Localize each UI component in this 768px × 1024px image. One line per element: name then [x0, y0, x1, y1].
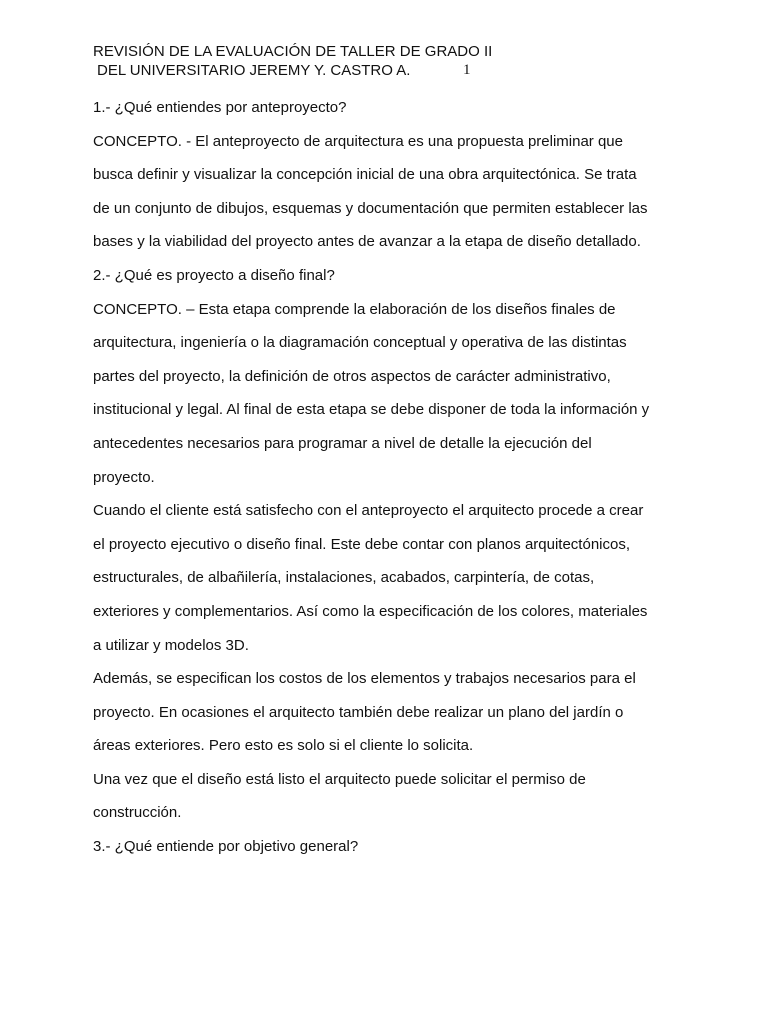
- page-number: 1: [463, 62, 471, 78]
- text-line: proyecto.: [93, 468, 155, 486]
- text-line: busca definir y visualizar la concepción inicial de una obra arquitectónica. Se trata: [93, 166, 637, 184]
- text-line: bases y la viabilidad del proyecto antes de avanzar a la etapa de diseño detallado.: [93, 233, 641, 251]
- text-line: antecedentes necesarios para programar a nivel de detalle la ejecución del: [93, 434, 592, 452]
- question-3: 3.- ¿Qué entiende por objetivo general?: [93, 838, 359, 856]
- text-line: Además, se especifican los costos de los elementos y trabajos necesarios para el: [93, 670, 636, 688]
- question-2: 2.- ¿Qué es proyecto a diseño final?: [93, 266, 335, 284]
- header-title-line-1: REVISIÓN DE LA EVALUACIÓN DE TALLER DE GRADO II: [93, 43, 493, 60]
- text-line: arquitectura, ingeniería o la diagramación conceptual y operativa de las distintas: [93, 334, 627, 352]
- text-line: áreas exteriores. Pero esto es solo si el cliente lo solicita.: [93, 737, 474, 755]
- text-line: exteriores y complementarios. Así como la especificación de los colores, materiales: [93, 602, 648, 620]
- header-title-line-2: DEL UNIVERSITARIO JEREMY Y. CASTRO A.: [97, 62, 411, 79]
- text-line: proyecto. En ocasiones el arquitecto también debe realizar un plano del jardín o: [93, 703, 624, 721]
- document-header: [93, 42, 693, 80]
- text-line: CONCEPTO. - El anteproyecto de arquitectura es una propuesta preliminar que: [93, 132, 623, 150]
- text-line: de un conjunto de dibujos, esquemas y documentación que permiten establecer las: [93, 199, 648, 217]
- text-line: CONCEPTO. – Esta etapa comprende la elaboración de los diseños finales de: [93, 300, 616, 318]
- text-line: Cuando el cliente está satisfecho con el anteproyecto el arquitecto procede a crear: [93, 502, 644, 520]
- text-line: el proyecto ejecutivo o diseño final. Este debe contar con planos arquitectónicos,: [93, 535, 630, 553]
- text-line: estructurales, de albañilería, instalaciones, acabados, carpintería, de cotas,: [93, 569, 595, 587]
- text-line: partes del proyecto, la definición de otros aspectos de carácter administrativo,: [93, 367, 611, 385]
- text-line: Una vez que el diseño está listo el arquitecto puede solicitar el permiso de: [93, 770, 586, 788]
- text-line: construcción.: [93, 804, 182, 822]
- question-1: 1.- ¿Qué entiendes por anteproyecto?: [93, 99, 347, 116]
- document-body: [93, 100, 683, 855]
- text-line: a utilizar y modelos 3D.: [93, 636, 249, 654]
- text-line: institucional y legal. Al final de esta etapa se debe disponer de toda la información y: [93, 401, 650, 419]
